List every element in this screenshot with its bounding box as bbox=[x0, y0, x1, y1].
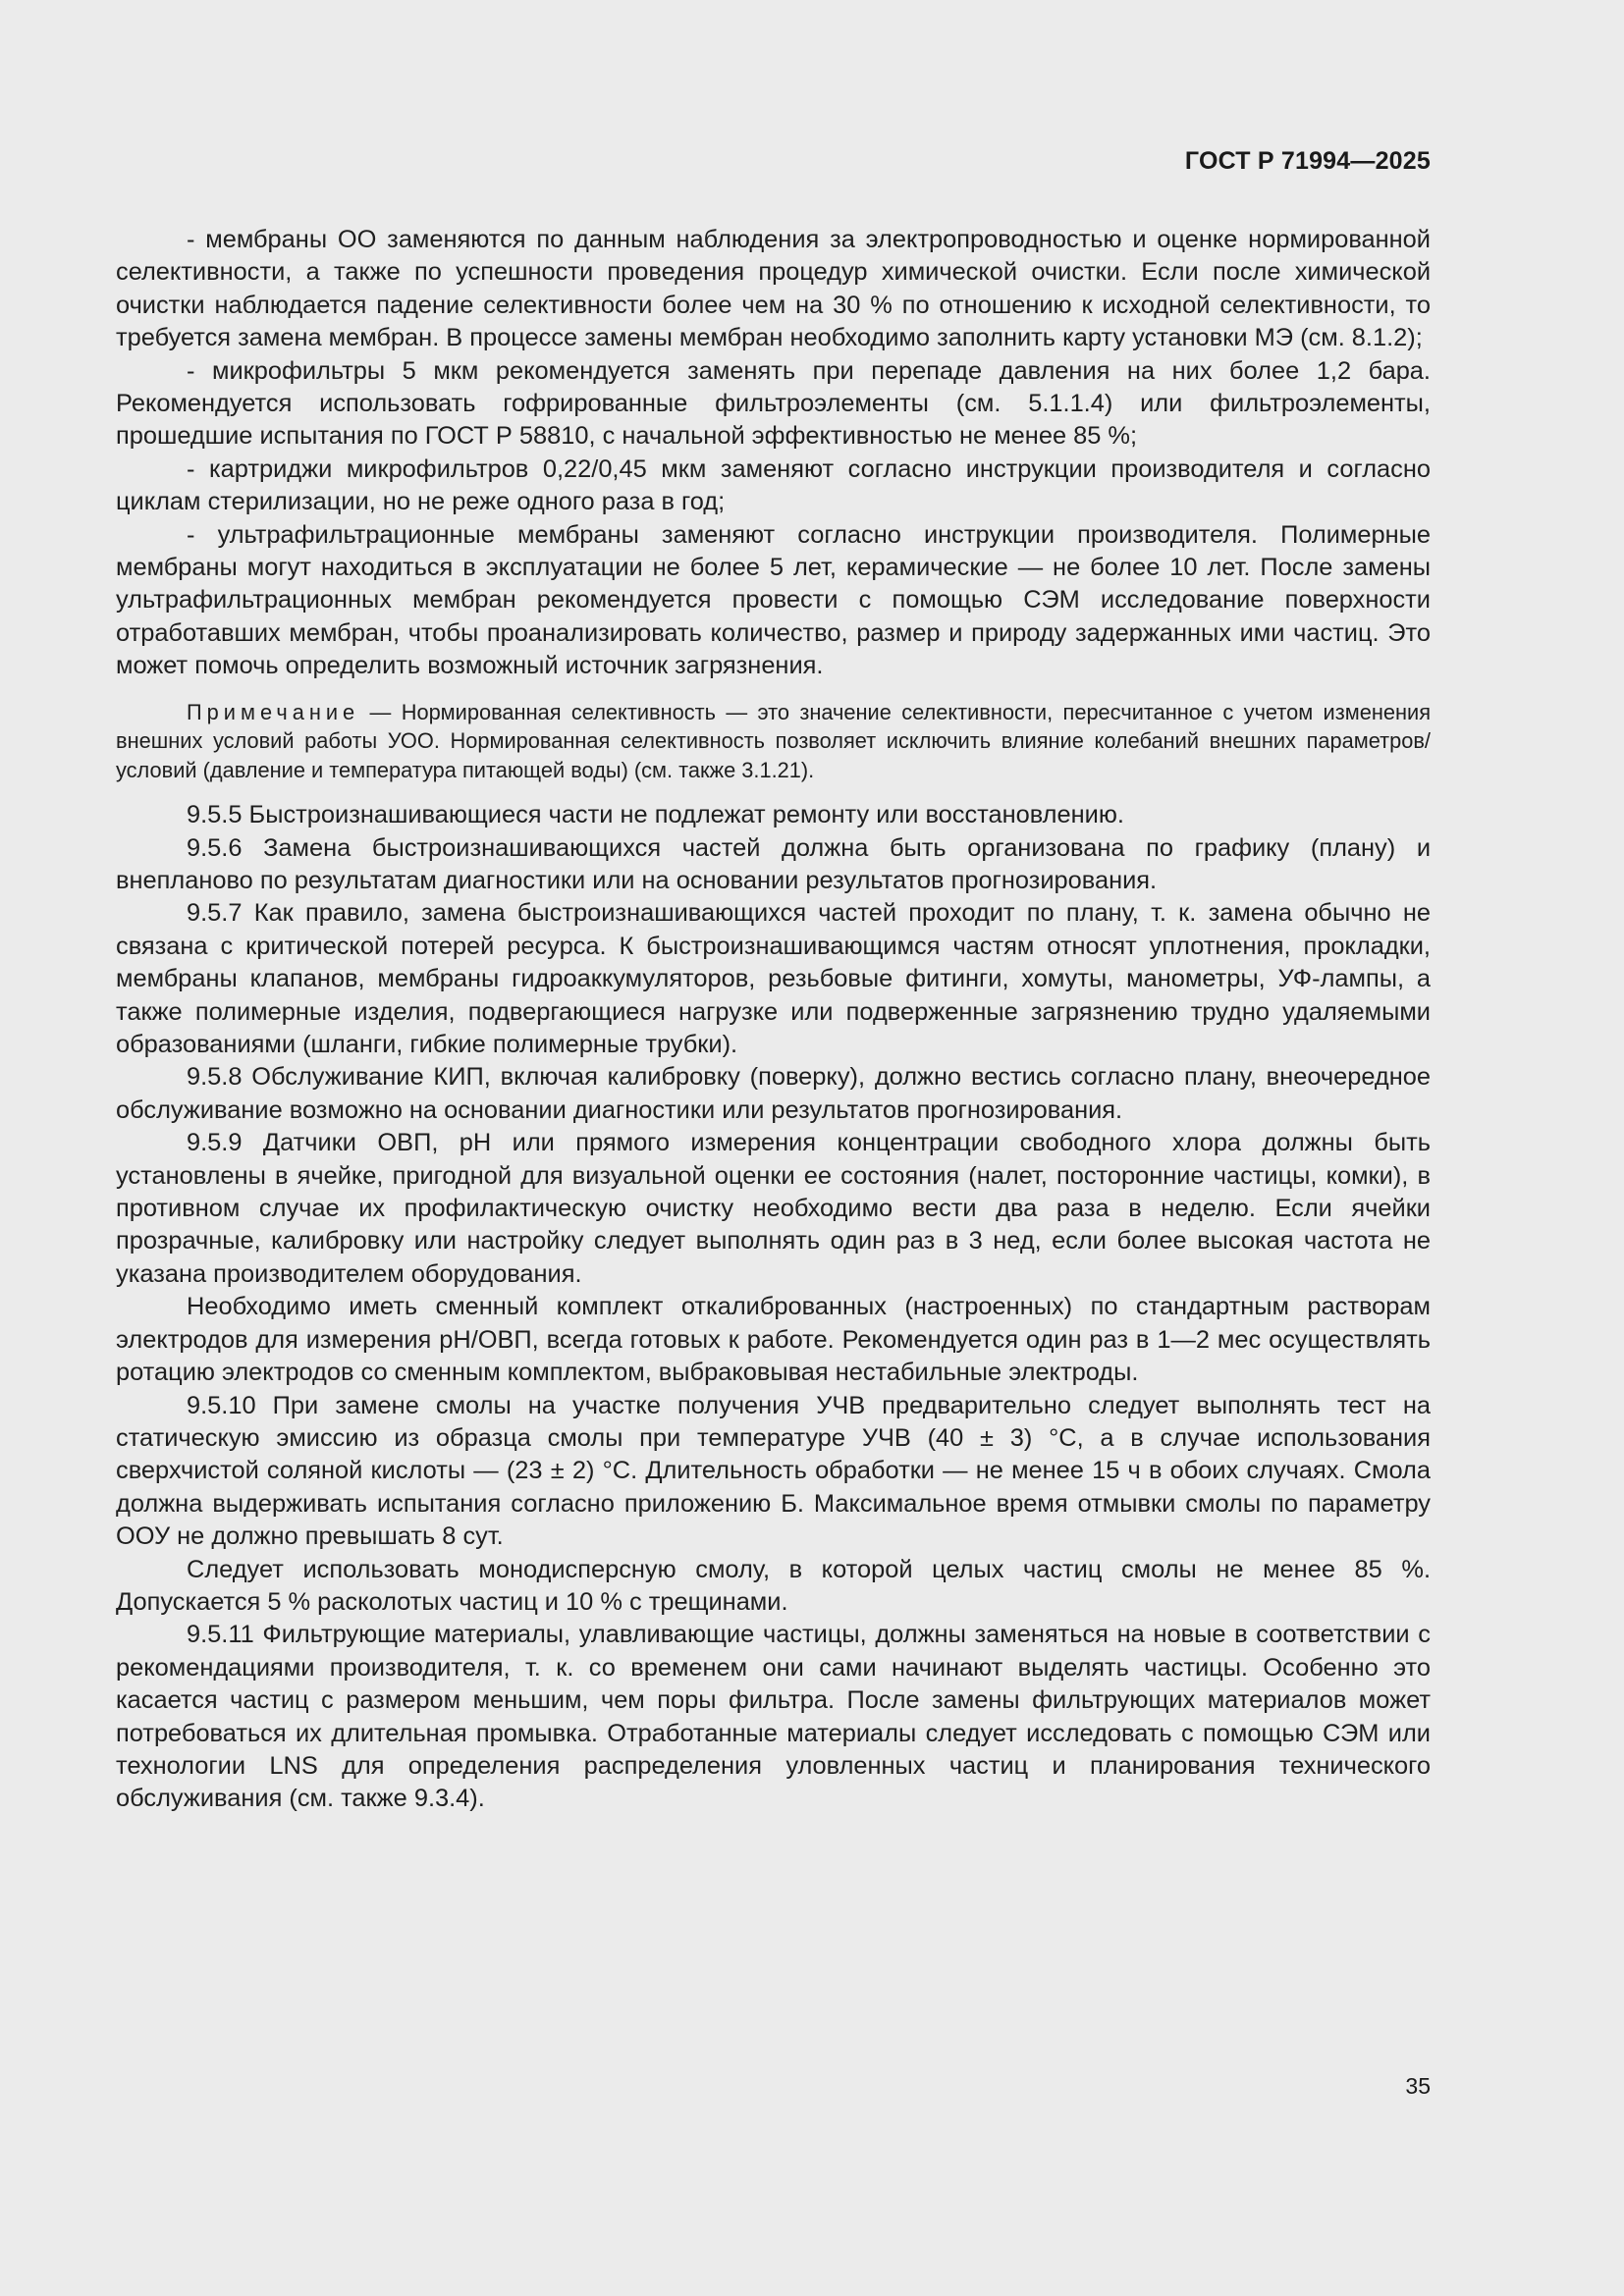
document-header: ГОСТ Р 71994—2025 bbox=[1184, 147, 1431, 175]
paragraph: 9.5.8 Обслуживание КИП, включая калибровку (поверку), должно вестись согласно плану, внеочередное обслуживание возможно на основании диагностики или результатов прогнозирования. bbox=[116, 1063, 1431, 1124]
paragraph: 9.5.6 Замена быстроизнашивающихся частей должна быть организована по графику (плану) и внепланово по результатам диагностики или на основании результатов прогнозирования. bbox=[116, 833, 1431, 894]
paragraph: 9.5.11 Фильтрующие материалы, улавливающие частицы, должны заменяться на новые в соответствии с рекомендациями производителя, т. к. со временем они сами начинают выделять частицы. Особенно это касается частиц с размером меньшим, чем поры фильтра. После замены фильтрующих материалов может потребоваться их длительная промывка. Отработанные материалы следует исследовать с помощью СЭМ или технологии LNS для определения распределения уловленных частиц и планирования технического обслуживания (см. также 9.3.4). bbox=[116, 1621, 1431, 1813]
paragraph: Необходимо иметь сменный комплект откалиброванных (настроенных) по стандартным растворам электродов для измерения pH/ОВП, всегда готовых к работе. Рекомендуется один раз в 1—2 мес осуществлять ротацию электродов со сменным комплектом, выбраковывая нестабильные электроды. bbox=[116, 1293, 1431, 1387]
list-item: - картриджи микрофильтров 0,22/0,45 мкм заменяют согласно инструкции производителя и согласно циклам стерилизации, но не реже одного раза в год; bbox=[116, 454, 1431, 516]
paragraph: Следует использовать монодисперсную смолу, в которой целых частиц смолы не менее 85 %. Допускается 5 % расколотых частиц и 10 % с трещинами. bbox=[116, 1555, 1431, 1616]
list-item: - ультрафильтрационные мембраны заменяют согласно инструкции производителя. Полимерные мембраны могут находиться в эксплуатации не более 5 лет, керамические — не более 10 лет. После замены ультрафильтрационных мембран рекомендуется провести с помощью СЭМ исследование поверхности отработавших мембран, чтобы проанализировать количество, размер и природу задержанных ими частиц. Это может помочь определить возможный источник загрязнения. bbox=[116, 520, 1431, 680]
list-item: - мембраны ОО заменяются по данным наблюдения за электропроводностью и оценке нормированной селективности, а также по успешности проведения процедур химической очистки. Если после химической очистки наблюдается падение селективности более чем на 30 % по отношению к исходной селективности, то требуется замена мембран. В процессе замены мембран необходимо заполнить карту установки МЭ (см. 8.1.2); bbox=[116, 226, 1431, 352]
paragraph: 9.5.7 Как правило, замена быстроизнашивающихся частей проходит по плану, т. к. замена обычно не связана с критической потерей ресурса. К быстроизнашивающимся частям относят уплотнения, прокладки, мембраны клапанов, мембраны гидроаккумуляторов, резьбовые фитинги, хомуты, манометры, УФ-лампы, а также полимерные изделия, подвергающиеся нагрузке или подверженные загрязнению трудно удаляемыми образованиями (шланги, гибкие полимерные трубки). bbox=[116, 899, 1431, 1059]
note bbox=[116, 698, 1431, 785]
note-label: Примечание bbox=[187, 699, 360, 724]
page-number: 35 bbox=[1405, 2073, 1431, 2099]
paragraph: 9.5.5 Быстроизнашивающиеся части не подлежат ремонту или восстановлению. bbox=[187, 801, 1124, 829]
paragraph: 9.5.10 При замене смолы на участке получения УЧВ предварительно следует выполнять тест на статическую эмиссию из образца смолы при температуре УЧВ (40 ± 3) °С, а в случае использования сверхчистой соляной кислоты — (23 ± 2) °С. Длительность обработки — не менее 15 ч в обоих случаях. Смола должна выдерживать испытания согласно приложению Б. Максимальное время отмывки смолы по параметру ООУ не должно превышать 8 сут. bbox=[116, 1391, 1431, 1551]
note-text: — Нормированная селективность — это значение селективности, пересчитанное с учетом изменения внешних условий работы УОО. Нормированная селективность позволяет исключить влияние колебаний внешних параметров/условий (давление и температура питающей воды) (см. также 3.1.21). bbox=[116, 699, 1431, 782]
document-body bbox=[116, 224, 1431, 1816]
paragraph: 9.5.9 Датчики ОВП, pH или прямого измерения концентрации свободного хлора должны быть установлены в ячейке, пригодной для визуальной оценки ее состояния (налет, посторонние частицы, комки), в противном случае их профилактическую очистку необходимо вести два раза в неделю. Если ячейки прозрачные, калибровку или настройку следует выполнять один раз в 3 нед, если более высокая частота не указана производителем оборудования. bbox=[116, 1129, 1431, 1288]
list-item: - микрофильтры 5 мкм рекомендуется заменять при перепаде давления на них более 1,2 бара. Рекомендуется использовать гофрированные фильтроэлементы (см. 5.1.1.4) или фильтроэлементы, прошедшие испытания по ГОСТ Р 58810, с начальной эффективностью не менее 85 %; bbox=[116, 356, 1431, 451]
